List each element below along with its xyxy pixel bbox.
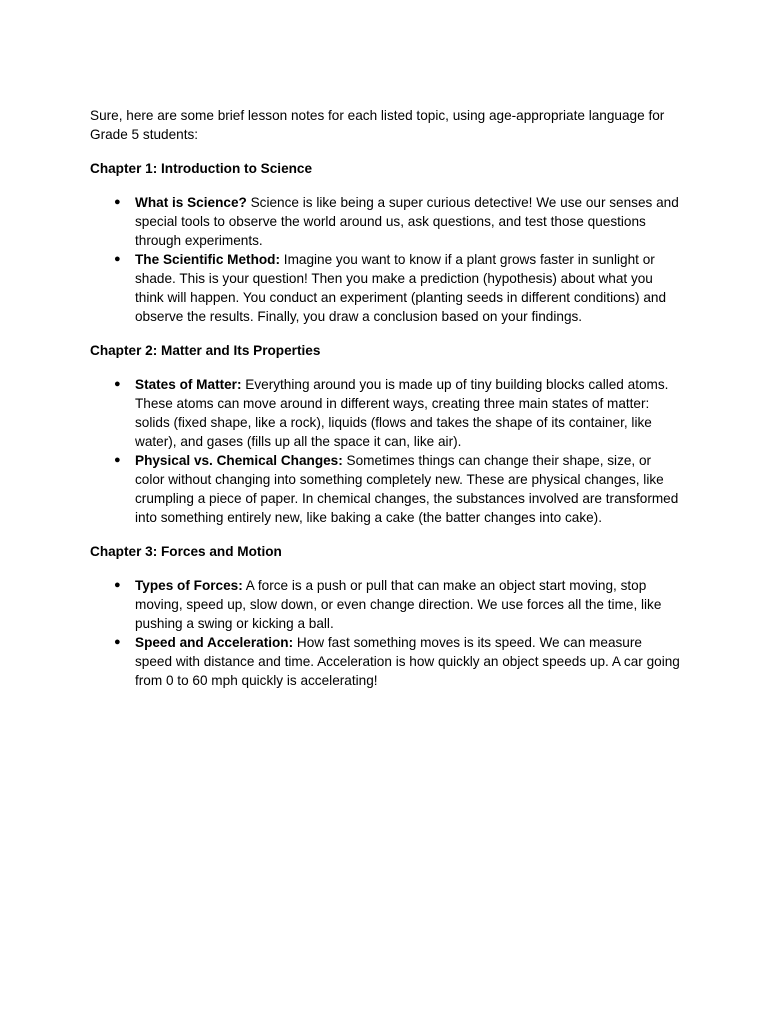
document-content [90, 106, 682, 690]
term-label: Speed and Acceleration: [135, 635, 294, 650]
bullet-icon: ● [114, 253, 121, 265]
list-item [90, 193, 682, 250]
term-label: What is Science? [135, 195, 247, 210]
item-text: Sometimes things can change their shape, size, or color without changing into something completely new. These are physical changes, like crumpling a piece of paper. In chemical changes, the substances involved are transformed into something entirely new, like baking a cake (the batter changes into cake). [135, 453, 679, 525]
term-label: Types of Forces: [135, 578, 243, 593]
bullet-list [90, 576, 682, 690]
term-label: Physical vs. Chemical Changes: [135, 453, 343, 468]
bullet-icon: ● [114, 579, 121, 591]
term-label: The Scientific Method: [135, 252, 281, 267]
list-item [90, 576, 682, 633]
bullet-icon: ● [114, 454, 121, 466]
list-item [90, 451, 682, 527]
list-item [90, 250, 682, 326]
chapter-heading: Chapter 1: Introduction to Science [90, 161, 313, 176]
bullet-icon: ● [114, 196, 121, 208]
chapter-heading: Chapter 3: Forces and Motion [90, 544, 282, 559]
intro-paragraph: Sure, here are some brief lesson notes for each listed topic, using age-appropriate language for Grade 5 students: [90, 108, 665, 142]
bullet-list [90, 193, 682, 326]
list-item [90, 375, 682, 451]
item-text: Everything around you is made up of tiny building blocks called atoms. These atoms can move around in different ways, creating three main states of matter: solids (fixed shape, like a rock), liquids (flows and takes the shape of its container, like water), and gases (fills up all the space it can, like air). [135, 377, 669, 449]
chapter-heading: Chapter 2: Matter and Its Properties [90, 343, 321, 358]
item-text: A force is a push or pull that can make an object start moving, stop moving, speed up, slow down, or even change direction. We use forces all the time, like pushing a swing or kicking a ball. [135, 578, 662, 631]
term-label: States of Matter: [135, 377, 242, 392]
bullet-icon: ● [114, 378, 121, 390]
list-item [90, 633, 682, 690]
item-text: Science is like being a super curious detective! We use our senses and special tools to observe the world around us, ask questions, and test those questions through experiments. [135, 195, 679, 248]
item-text: How fast something moves is its speed. We can measure speed with distance and time. Acceleration is how quickly an object speeds up. A car going from 0 to 60 mph quickly is accelerating! [135, 635, 680, 688]
item-text: Imagine you want to know if a plant grows faster in sunlight or shade. This is your question! Then you make a prediction (hypothesis) about what you think will happen. You conduct an experiment (planting seeds in different conditions) and observe the results. Finally, you draw a conclusion based on your findings. [135, 252, 667, 324]
bullet-icon: ● [114, 636, 121, 648]
bullet-list [90, 375, 682, 527]
